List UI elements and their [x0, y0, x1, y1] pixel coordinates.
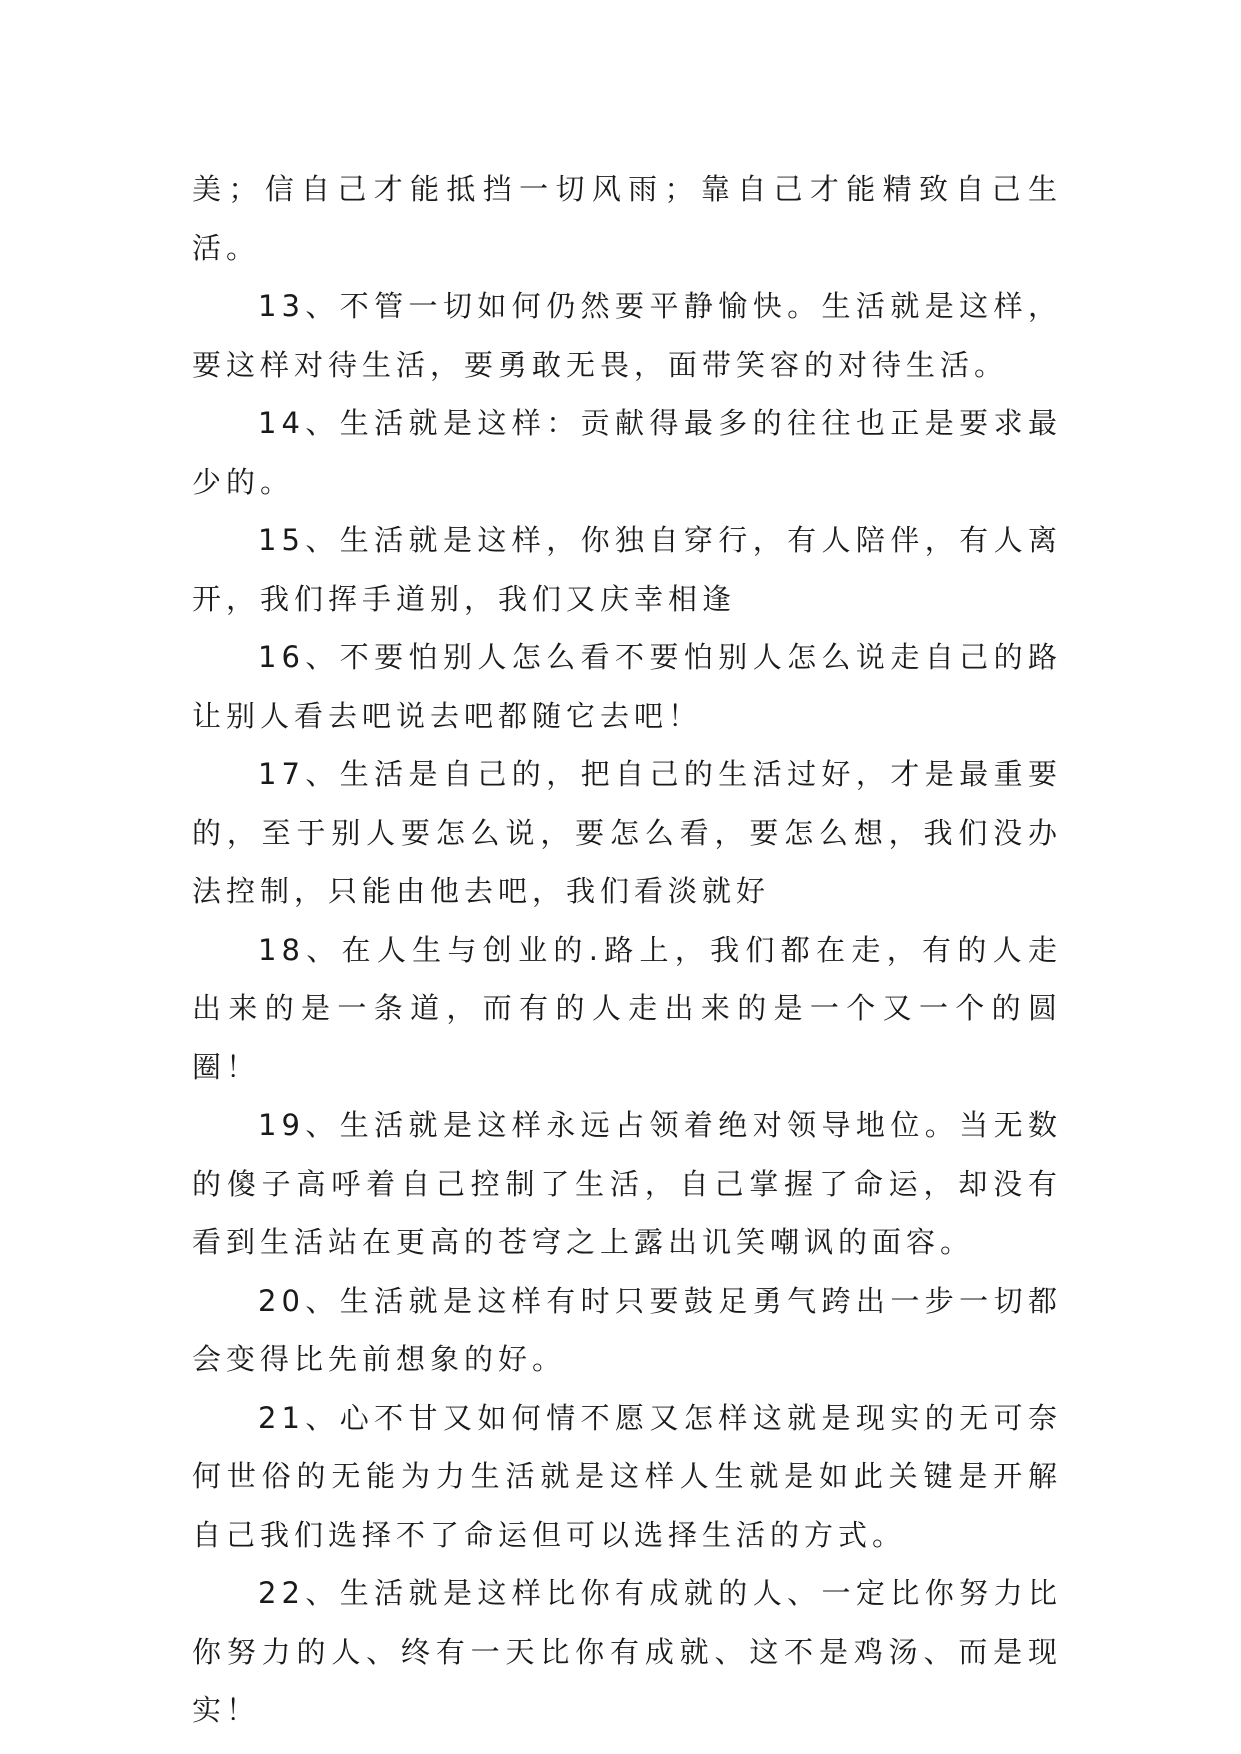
paragraph-22: 22、生活就是这样比你有成就的人、一定比你努力比你努力的人、终有一天比你有成就、这不是鸡汤、而是现实！	[192, 1576, 1062, 1727]
paragraph-continuation: 美；信自己才能抵挡一切风雨；靠自己才能精致自己生活。	[192, 172, 1062, 265]
paragraph-16: 16、不要怕别人怎么看不要怕别人怎么说走自己的路让别人看去吧说去吧都随它去吧！	[192, 640, 1062, 733]
body-text	[192, 160, 1062, 1740]
paragraph-14: 14、生活就是这样：贡献得最多的往往也正是要求最少的。	[192, 406, 1062, 499]
paragraph-13: 13、不管一切如何仍然要平静愉快。生活就是这样，要这样对待生活，要勇敢无畏，面带笑容的对待生活。	[192, 289, 1062, 382]
paragraph-20: 20、生活就是这样有时只要鼓足勇气跨出一步一切都会变得比先前想象的好。	[192, 1283, 1062, 1376]
paragraph-19: 19、生活就是这样永远占领着绝对领导地位。当无数的傻子高呼着自己控制了生活，自己掌握了命运，却没有看到生活站在更高的苍穹之上露出讥笑嘲讽的面容。	[192, 1108, 1062, 1259]
paragraph-17: 17、生活是自己的，把自己的生活过好，才是最重要的，至于别人要怎么说，要怎么看，要怎么想，我们没办法控制，只能由他去吧，我们看淡就好	[192, 757, 1062, 908]
paragraph-15: 15、生活就是这样，你独自穿行，有人陪伴，有人离开，我们挥手道别，我们又庆幸相逢	[192, 523, 1062, 616]
paragraph-21: 21、心不甘又如何情不愿又怎样这就是现实的无可奈何世俗的无能为力生活就是这样人生就是如此关键是开解自己我们选择不了命运但可以选择生活的方式。	[192, 1400, 1062, 1552]
paragraph-18: 18、在人生与创业的.路上，我们都在走，有的人走出来的是一条道，而有的人走出来的是一个又一个的圆圈！	[192, 932, 1062, 1084]
